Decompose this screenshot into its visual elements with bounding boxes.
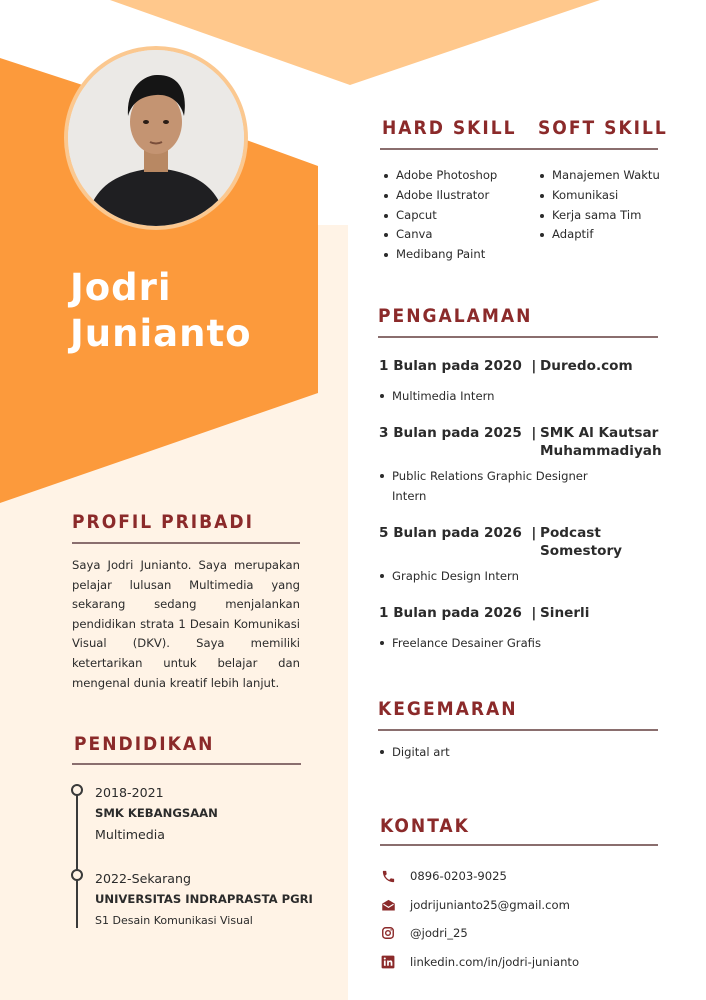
experience-org: Sinerli — [540, 605, 590, 621]
education-school: SMK KEBANGSAAN — [95, 806, 218, 820]
profile-photo-frame — [64, 46, 248, 230]
hobbies-divider — [378, 729, 658, 731]
education-major: S1 Desain Komunikasi Visual — [95, 914, 253, 927]
first-name: Jodri — [70, 266, 172, 309]
phone-number: 0896-0203-9025 — [410, 869, 507, 883]
profile-photo — [68, 50, 244, 226]
last-name: Junianto — [70, 312, 252, 355]
list-item: Adobe Photoshop — [382, 166, 497, 186]
period-text: 1 Bulan pada 2026 — [379, 605, 522, 621]
education-major: Multimedia — [95, 827, 166, 842]
experience-org: Duredo.com — [540, 358, 633, 374]
list-item: Kerja sama Tim — [538, 206, 660, 226]
list-item: Adobe Ilustrator — [382, 186, 497, 206]
contact-linkedin[interactable] — [380, 952, 580, 972]
hard-skill-list — [382, 166, 497, 265]
education-timeline — [76, 790, 78, 928]
timeline-dot — [71, 784, 83, 796]
education-title: PENDIDIKAN — [74, 733, 215, 755]
separator: | — [531, 605, 537, 621]
soft-skill-title: SOFT SKILL — [538, 117, 668, 139]
experience-divider — [378, 336, 658, 338]
education-years: 2022-Sekarang — [95, 871, 191, 886]
person-avatar-icon — [68, 50, 244, 226]
experience-role: Graphic Design Intern — [379, 566, 619, 586]
linkedin-url: linkedin.com/in/jodri-junianto — [410, 955, 580, 969]
instagram-icon — [380, 925, 396, 941]
contact-phone[interactable] — [380, 866, 507, 886]
period-text: 1 Bulan pada 2020 — [379, 358, 522, 374]
contact-email[interactable] — [380, 895, 570, 915]
linkedin-icon — [380, 954, 396, 970]
period-text: 3 Bulan pada 2025 — [379, 425, 522, 441]
phone-icon — [380, 868, 396, 884]
experience-period — [379, 357, 536, 375]
experience-period — [379, 524, 536, 542]
timeline-dot — [71, 869, 83, 881]
education-school: UNIVERSITAS INDRAPRASTA PGRI — [95, 892, 313, 906]
list-item: Komunikasi — [538, 186, 660, 206]
education-divider — [72, 763, 301, 765]
person-name — [70, 265, 330, 357]
instagram-handle: @jodri_25 — [410, 926, 468, 940]
experience-role: Freelance Desainer Grafis — [379, 633, 619, 653]
experience-title: PENGALAMAN — [378, 305, 533, 327]
experience-org: Podcast Somestory — [540, 525, 623, 559]
list-item: Manajemen Waktu — [538, 166, 660, 186]
skills-divider — [380, 148, 658, 150]
education-years: 2018-2021 — [95, 785, 164, 800]
email-address: jodrijunianto25@gmail.com — [410, 898, 570, 912]
contact-title: KONTAK — [380, 815, 470, 837]
hobbies-title: KEGEMARAN — [378, 698, 518, 720]
profile-paragraph: Saya Jodri Junianto. Saya merupakan pelajar lulusan Multimedia yang sekarang sedang menjalankan pendidikan strata 1 Desain Komunikasi Visual (DKV). Saya memiliki ketertarikan untuk belajar dan mengenal dunia kreatif lebih lanjut. — [72, 558, 300, 690]
experience-period — [379, 424, 536, 442]
contact-instagram[interactable] — [380, 923, 468, 943]
list-item: Medibang Paint — [382, 245, 497, 265]
education-entry — [95, 868, 313, 931]
email-icon — [380, 897, 396, 913]
contact-divider — [380, 844, 658, 846]
profile-divider — [72, 542, 300, 544]
separator: | — [531, 525, 537, 541]
separator: | — [531, 358, 537, 374]
profile-title: PROFIL PRIBADI — [72, 511, 254, 533]
experience-period — [379, 604, 536, 622]
education-entry — [95, 782, 218, 845]
separator: | — [531, 425, 537, 441]
experience-role: Multimedia Intern — [379, 386, 619, 406]
soft-skill-list — [538, 166, 660, 245]
period-text: 5 Bulan pada 2026 — [379, 525, 522, 541]
list-item: Canva — [382, 225, 497, 245]
experience-org: SMK Al Kautsar Muhammadiyah — [540, 425, 662, 459]
experience-role: Public Relations Graphic Designer Intern — [379, 466, 609, 506]
list-item: Capcut — [382, 206, 497, 226]
list-item: Adaptif — [538, 225, 660, 245]
hobby-item: Digital art — [379, 742, 619, 762]
hard-skill-title: HARD SKILL — [382, 117, 517, 139]
